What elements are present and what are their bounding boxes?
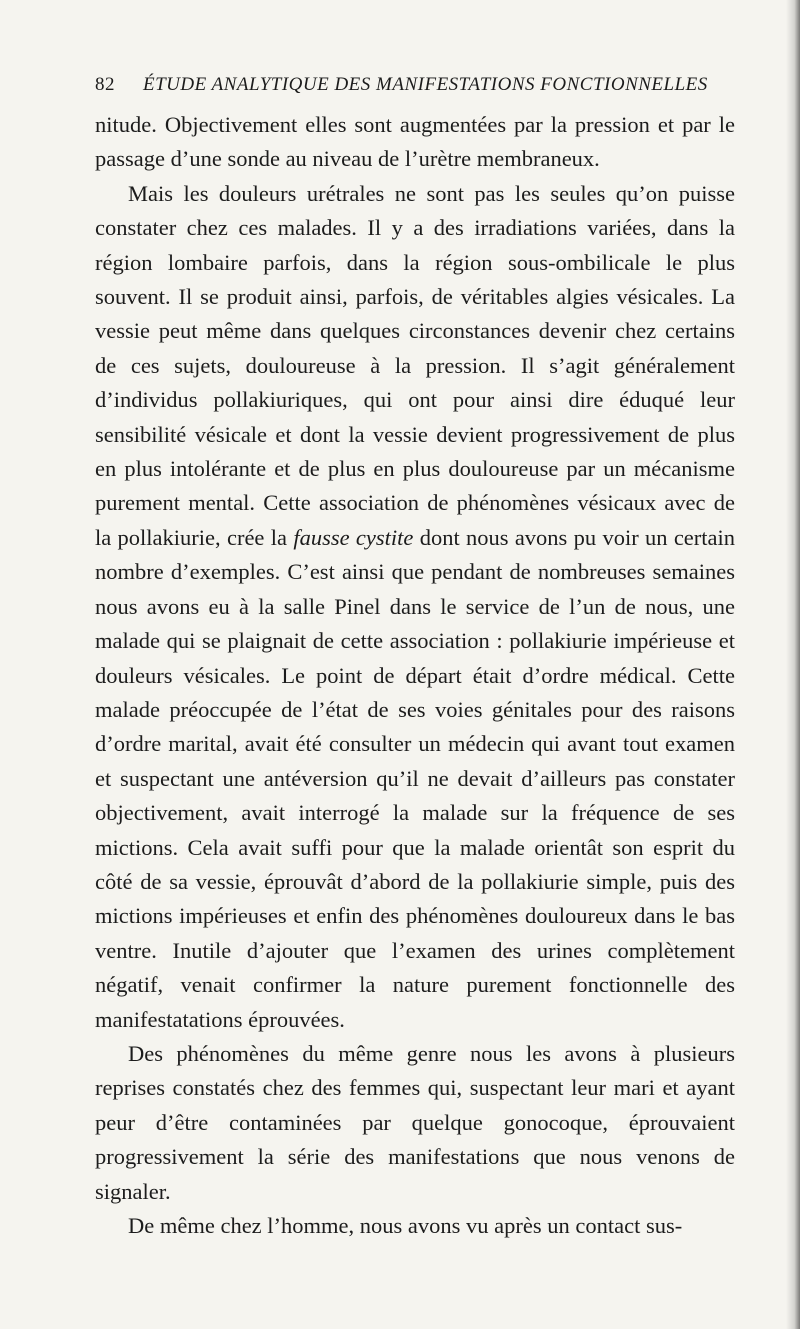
paragraph-1: nitude. Objectivement elles sont augmentées par la pression et par le passage d’une sonde au niveau de l’urètre membraneux. [95,112,735,172]
body-text [95,108,735,1243]
paragraph-2-continuation: dont nous avons pu voir un certain nombre d’exemples. C’est ainsi que pendant de nombreuses semaines nous avons eu à la salle Pinel dans le service de l’un de nous, une malade qui se plaignait de cette association : pollakiurie impérieuse et douleurs vésicales. Le point de départ était d’ordre médical. Cette malade préoccupée de l’état de ses voies génitales pour des raisons d’ordre marital, avait été consulter un médecin qui avant tout examen et suspectant une antéversion qu’il ne devait d’ailleurs pas constater objectivement, avait interrogé la malade sur la fréquence de ses mictions. Cela avait suffi pour que la malade orientât son esprit du côté de sa vessie, éprouvât d’abord de la pollakiurie simple, puis des mictions impérieuses et enfin des phénomènes douloureux dans le bas ventre. Inutile d’ajouter que l’examen des urines complètement négatif, venait confirmer la nature purement fonctionnelle des manifestatations éprouvées. [95,524,736,1032]
page-number: 82 [95,74,115,95]
running-head [95,74,735,98]
page-edge-shadow [786,0,800,1329]
paragraph-2-text: Mais les douleurs urétrales ne sont pas les seules qu’on puisse constater chez ces malades. Il y a des irradiations variées, dans la région lombaire parfois, dans la région sous-ombilicale le plus souvent. Il se produit ainsi, parfois, de véritables algies vésicales. La vessie peut même dans quelques circonstances devenir chez certains de ces sujets, douloureuse à la pression. Il s’agit généralement d’individus pollakiuriques, qui ont pour ainsi dire éduqué leur sensibilité vésicale et dont la vessie devient progressivement de plus en plus intolérante et de plus en plus douloureuse par un mécanisme purement mental. Cette association de phénomènes vésicaux avec de la pollakiurie, crée la [95,180,735,550]
emphasis-fausse-cystite: fausse cystite [293,524,414,550]
paragraph-2 [95,177,735,1037]
paragraph-3: Des phénomènes du même genre nous les avons à plusieurs reprises constatés chez des femmes qui, suspectant leur mari et ayant peur d’être contaminées par quelque gonocoque, éprouvaient progressivement la série des manifestations que nous venons de signaler. [95,1040,735,1204]
paragraph-4: De même chez l’homme, nous avons vu après un contact sus- [128,1213,683,1238]
running-title: ÉTUDE ANALYTIQUE DES MANIFESTATIONS FONCTIONNELLES [143,74,708,95]
